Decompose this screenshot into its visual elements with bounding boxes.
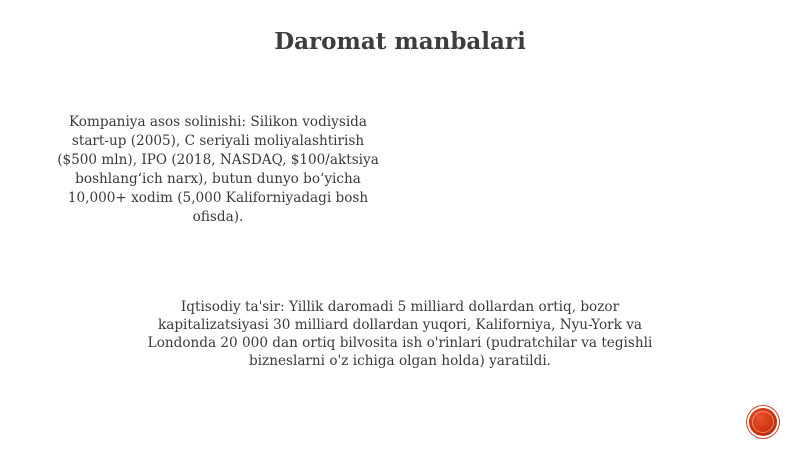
nav-button-ring — [752, 411, 774, 433]
slide-navigation-circle-icon[interactable] — [749, 408, 777, 436]
economic-impact-paragraph: Iqtisodiy ta'sir: Yillik daromadi 5 milliard dollardan ortiq, bozor kapitalizatsiyasi 30 milliard dollardan yuqori, Kaliforniya, Nyu-York va Londonda 20 000 dan ortiq bilvosita ish o'rinlari (pudratchilar va tegishli bizneslarni o'z ichiga olgan holda) yaratildi. — [147, 299, 653, 369]
company-founding-paragraph: Kompaniya asos solinishi: Silikon vodiysida start-up (2005), C seriyali moliyalashtirish ($500 mln), IPO (2018, NASDAQ, $100/aktsiya boshlang‘ich narx), butun dunyo bo‘yicha 10,000+ xodim (5,000 Kaliforniyadagi bosh ofisda). — [57, 114, 379, 225]
slide-title: Daromat manbalari — [274, 28, 526, 55]
